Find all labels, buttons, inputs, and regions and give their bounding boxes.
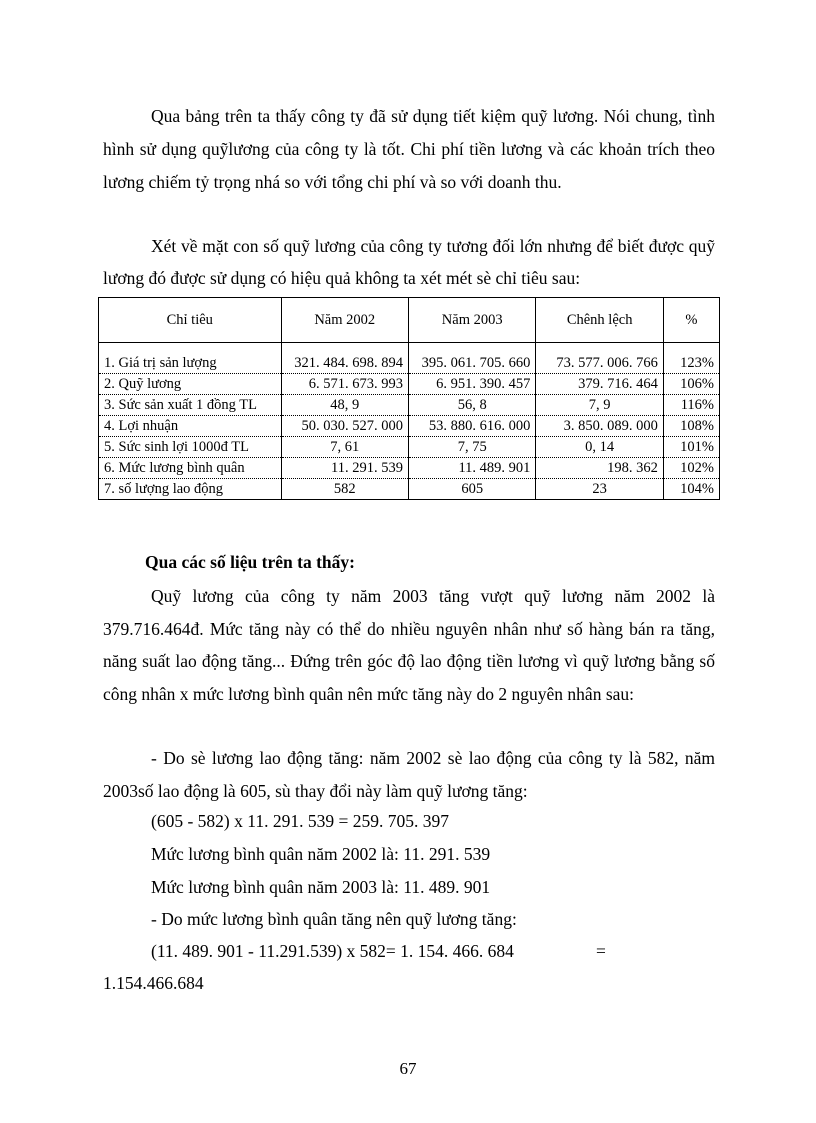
table-cell: 7. số lượng lao động <box>99 479 282 500</box>
table-cell: 23 <box>536 479 663 500</box>
table-cell: 7, 75 <box>408 437 535 458</box>
header-percent: % <box>663 298 719 343</box>
table-cell: 3. Sức sản xuất 1 đồng TL <box>99 395 282 416</box>
table-cell: 0, 14 <box>536 437 663 458</box>
analysis-paragraph: Quỹ lương của công ty năm 2003 tăng vượt quỹ lương năm 2002 là 379.716.464đ. Mức tăng này có thể do nhiều nguyên nhân như số hàng bán ra tăng, năng suất lao động tăng... Đứng trên góc độ lao động tiền lương vì quỹ lương bằng số công nhân x mức lương bình quân nên mức tăng này do 2 nguyên nhân sau: <box>103 586 715 704</box>
table-cell: 102% <box>663 458 719 479</box>
table-cell: 4. Lợi nhuận <box>99 416 282 437</box>
table-cell: 5. Sức sinh lợi 1000đ TL <box>99 437 282 458</box>
table-cell: 321. 484. 698. 894 <box>281 353 408 374</box>
table-cell: 108% <box>663 416 719 437</box>
calculation-result: 1.154.466.684 <box>103 973 204 993</box>
table-cell: 56, 8 <box>408 395 535 416</box>
salary-indicator-table <box>98 297 720 500</box>
table-cell: 7, 9 <box>536 395 663 416</box>
table-cell: 379. 716. 464 <box>536 374 663 395</box>
table-cell: 6. Mức lương bình quân <box>99 458 282 479</box>
table-cell: 116% <box>663 395 719 416</box>
average-salary-2003: Mức lương bình quân năm 2003 là: 11. 489. 901 <box>151 877 491 897</box>
salary-cause-line: - Do mức lương bình quân tăng nên quỹ lương tăng: <box>151 909 517 929</box>
intro-paragraph: Qua bảng trên ta thấy công ty đã sử dụng tiết kiệm quỹ lương. Nói chung, tình hình sử dụng quỹlương của công ty là tốt. Chi phí tiền lương và các khoản trích theo lương chiếm tỷ trọng nhá so với tổng chi phí và so với doanh thu. <box>103 106 715 192</box>
average-salary-2002: Mức lương bình quân năm 2002 là: 11. 291. 539 <box>151 844 491 864</box>
table-cell: 73. 577. 006. 766 <box>536 353 663 374</box>
table-row <box>99 395 720 416</box>
table-row <box>99 416 720 437</box>
table-cell: 53. 880. 616. 000 <box>408 416 535 437</box>
table-cell: 6. 571. 673. 993 <box>281 374 408 395</box>
criteria-intro-paragraph: Xét về mặt con số quỹ lương của công ty tương đối lớn nhưng để biết được quỹ lương đó được sử dụng có hiệu quả không ta xét mét sè chỉ tiêu sau: <box>103 236 715 288</box>
header-year-2003: Năm 2003 <box>408 298 535 343</box>
header-difference: Chênh lệch <box>536 298 663 343</box>
equals-sign: = <box>596 941 606 961</box>
table-cell: 104% <box>663 479 719 500</box>
labor-calculation: (605 - 582) x 11. 291. 539 = 259. 705. 397 <box>151 811 449 831</box>
table-cell: 395. 061. 705. 660 <box>408 353 535 374</box>
table-header-row <box>99 298 720 343</box>
table-cell: 11. 489. 901 <box>408 458 535 479</box>
table-cell: 50. 030. 527. 000 <box>281 416 408 437</box>
labor-cause-paragraph: - Do sè lương lao động tăng: năm 2002 sè lao động của công ty là 582, năm 2003số lao động là 605, sù thay đổi này làm quỹ lương tăng: <box>103 748 715 801</box>
table-cell: 1. Giá trị sản lượng <box>99 353 282 374</box>
table-cell: 101% <box>663 437 719 458</box>
section-heading: Qua các số liệu trên ta thấy: <box>145 552 355 572</box>
table-cell: 6. 951. 390. 457 <box>408 374 535 395</box>
table-spacer-row <box>99 343 720 354</box>
table-cell: 48, 9 <box>281 395 408 416</box>
table-row <box>99 353 720 374</box>
header-year-2002: Năm 2002 <box>281 298 408 343</box>
table-row <box>99 374 720 395</box>
table-cell: 11. 291. 539 <box>281 458 408 479</box>
table-row <box>99 437 720 458</box>
table-cell: 7, 61 <box>281 437 408 458</box>
salary-calculation: (11. 489. 901 - 11.291.539) x 582= 1. 154. 466. 684 <box>151 941 514 961</box>
page-number: 67 <box>399 1059 417 1078</box>
header-indicator: Chỉ tiêu <box>99 298 282 343</box>
table-cell: 198. 362 <box>536 458 663 479</box>
table-cell: 106% <box>663 374 719 395</box>
table-row <box>99 458 720 479</box>
table-cell: 605 <box>408 479 535 500</box>
table-cell: 582 <box>281 479 408 500</box>
table-cell: 3. 850. 089. 000 <box>536 416 663 437</box>
table-cell: 2. Quỹ lương <box>99 374 282 395</box>
table-row <box>99 479 720 500</box>
table-cell: 123% <box>663 353 719 374</box>
